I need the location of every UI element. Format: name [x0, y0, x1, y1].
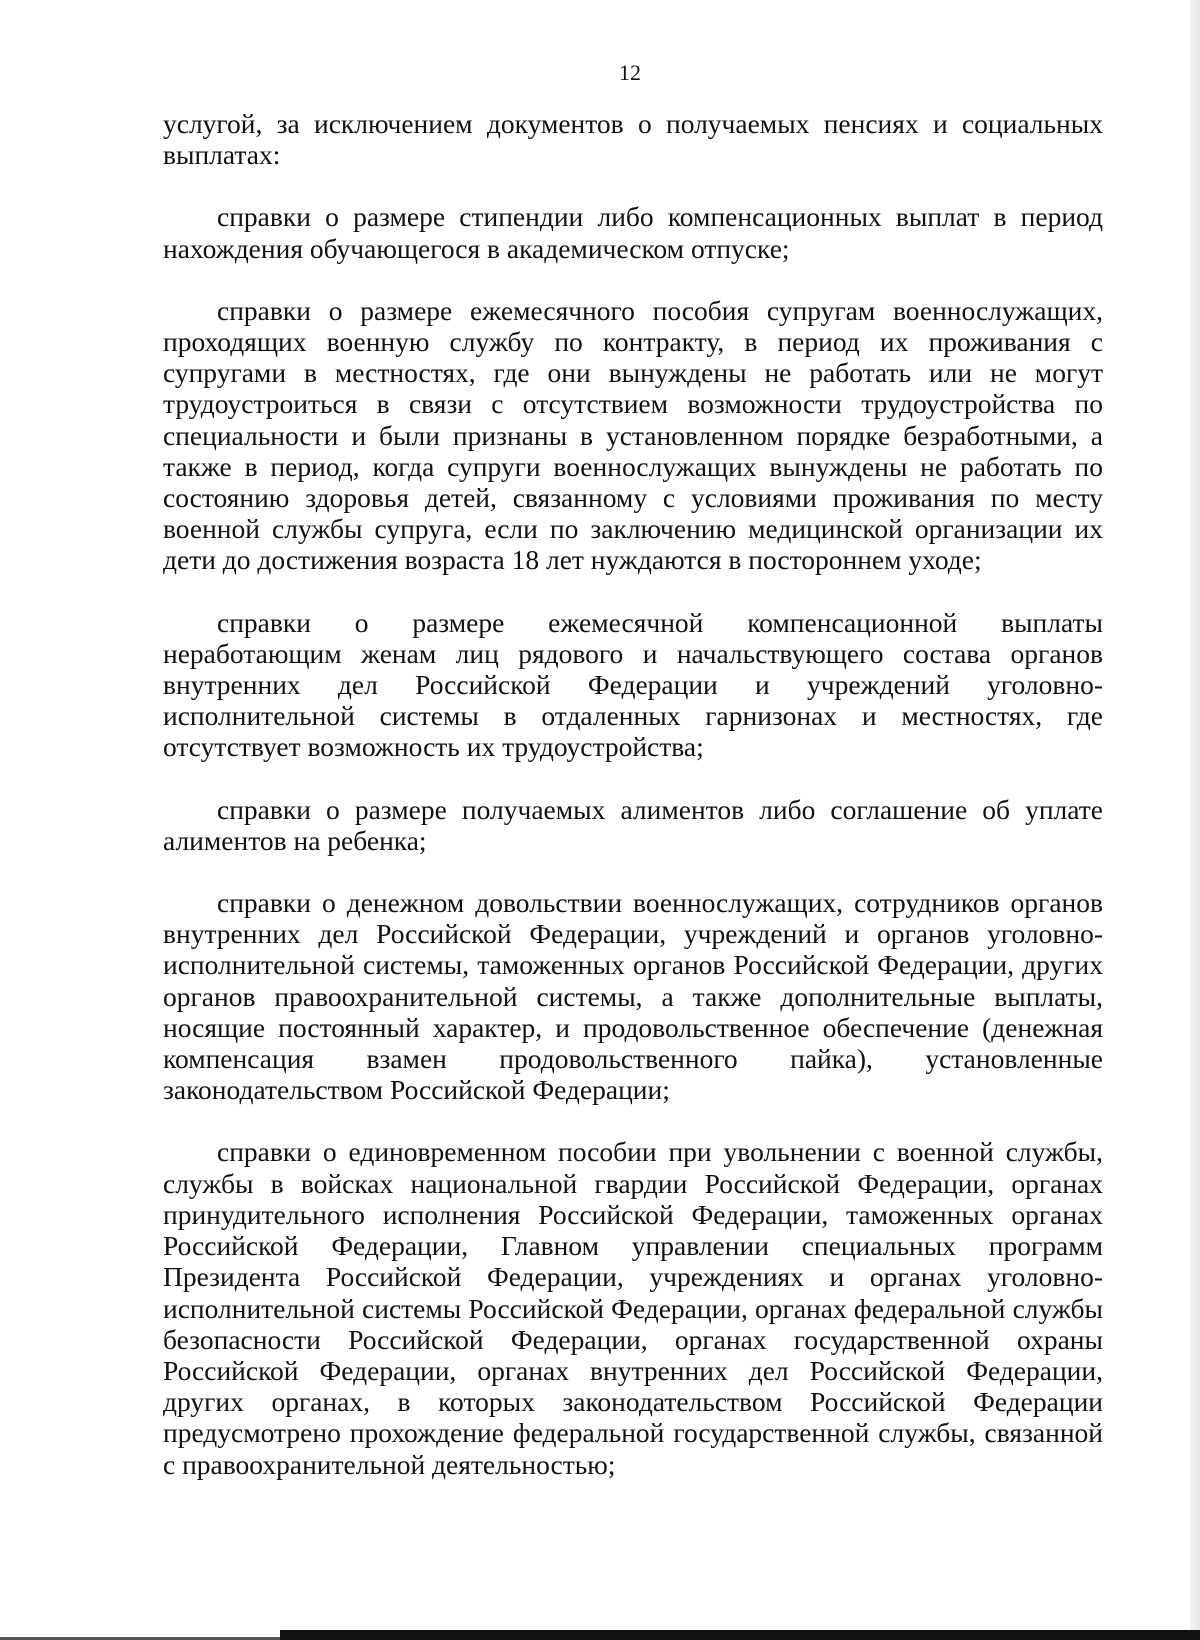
paragraph-continuation: услугой, за исключением документов о получаемых пенсиях и социальных выплатах:: [163, 108, 1103, 171]
scan-right-edge: [1190, 0, 1200, 1640]
paragraph-alimony-certificate: справки о размере получаемых алиментов либо соглашение об уплате алиментов на ребенка;: [163, 793, 1103, 856]
paragraph-spouse-allowance-certificate: справки о размере ежемесячного пособия супругам военнослужащих, проходящих военную службу по контракту, в период их проживания с супругами в местностях, где они вынуждены не работать или не могут трудоустроиться в связи с отсутствием возможности трудоустройства по специальности и были признаны в установленном порядке безработными, а также в период, когда супруги военнослужащих вынуждены не работать по состоянию здоровья детей, связанному с условиями проживания по месту военной службы супруга, если по заключению медицинской организации их дети до достижения возраста 18 лет нуждаются в постороннем уходе;: [163, 294, 1103, 576]
page-number: 12: [619, 60, 641, 85]
paragraph-monetary-allowance-certificate: справки о денежном довольствии военнослужащих, сотрудников органов внутренних дел Российской Федерации, учреждений и органов уголовно-исполнительной системы, таможенных органов Российской Федерации, других органов правоохранительной системы, а также дополнительные выплаты, носящие постоянный характер, и продовольственное обеспечение (денежная компенсация взамен продовольственного пайка), установленные законодательством Российской Федерации;: [163, 887, 1103, 1106]
paragraph-lump-sum-benefit-certificate: справки о единовременном пособии при увольнении с военной службы, службы в войсках национальной гвардии Российской Федерации, органах принудительного исполнения Российской Федерации, таможенных органах Российской Федерации, Главном управлении специальных программ Президента Российской Федерации, учреждениях и органах уголовно-исполнительной системы Российской Федерации, органах федеральной службы безопасности Российской Федерации, органах государственной охраны Российской Федерации, органах внутренних дел Российской Федерации, других органах, в которых законодательством Российской Федерации предусмотрено прохождение федеральной государственной службы, связанной с правоохранительной деятельностью;: [163, 1136, 1103, 1480]
document-body: [163, 108, 1103, 1511]
paragraph-scholarship-certificate: справки о размере стипендии либо компенсационных выплат в период нахождения обучающегося в академическом отпуске;: [163, 201, 1103, 264]
paragraph-compensation-payment-certificate: справки о размере ежемесячной компенсационной выплаты неработающим женам лиц рядового и начальствующего состава органов внутренних дел Российской Федерации и учреждений уголовно-исполнительной системы в отдаленных гарнизонах и местностях, где отсутствует возможность их трудоустройства;: [163, 606, 1103, 763]
scan-bottom-edge: [280, 1630, 1200, 1640]
